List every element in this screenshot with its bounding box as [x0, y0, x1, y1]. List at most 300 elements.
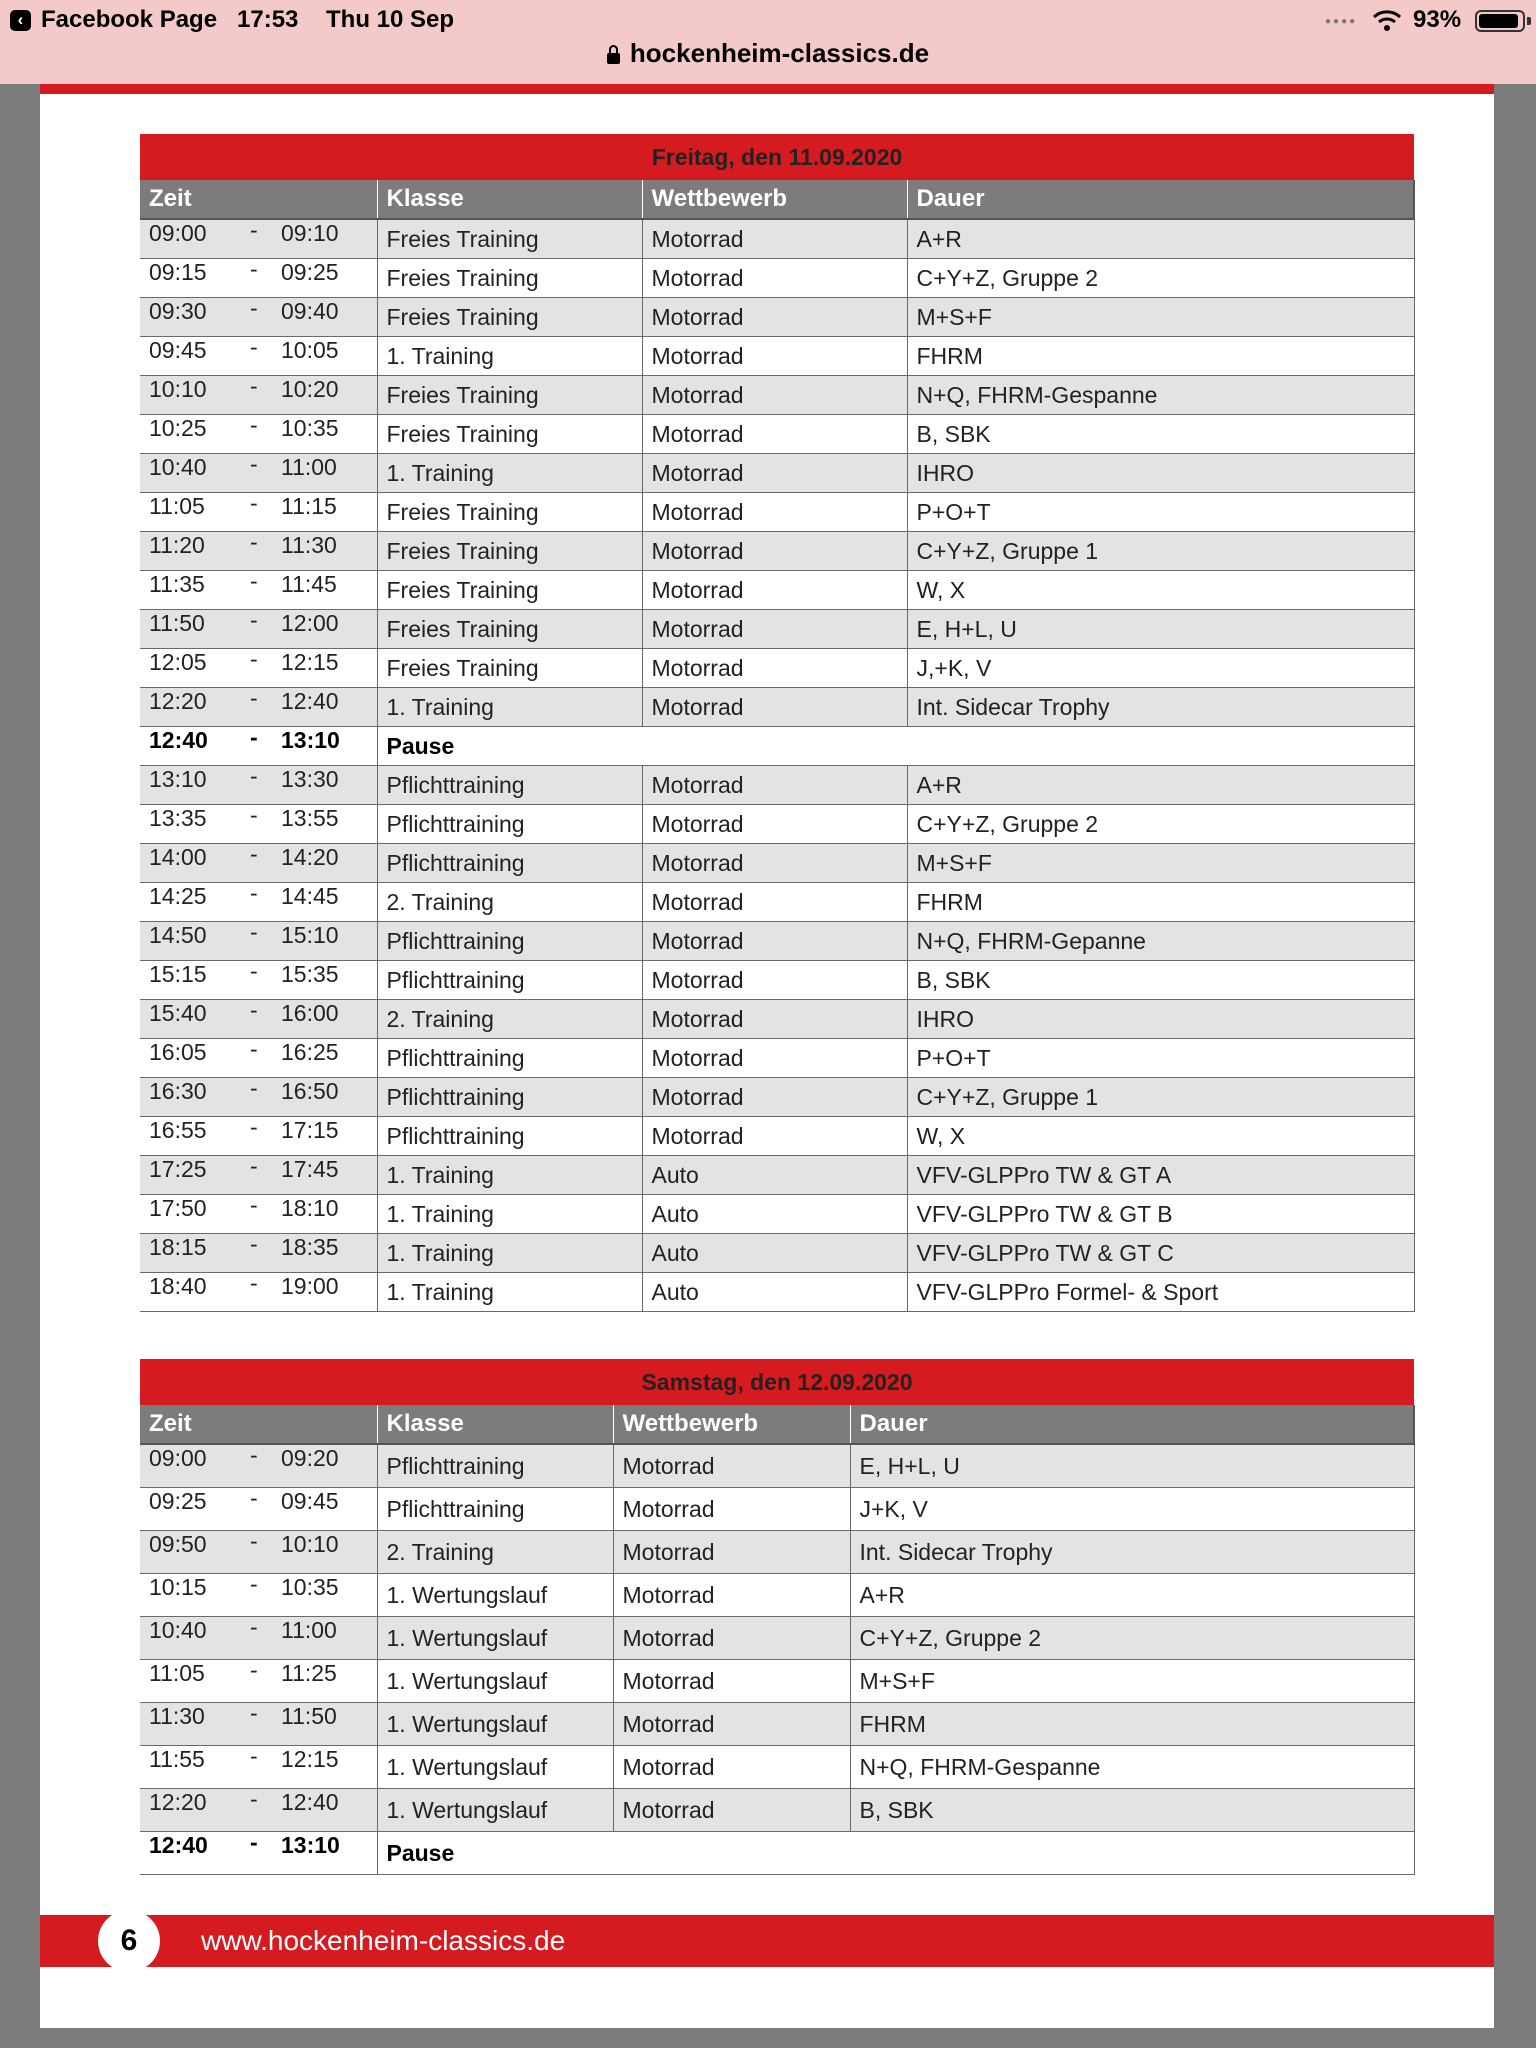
table-row	[140, 1746, 1414, 1789]
end-time: 09:20	[281, 1445, 339, 1471]
klasse-cell: 1. Wertungslauf	[377, 1660, 613, 1703]
end-time: 10:20	[281, 376, 339, 402]
dauer-cell: VFV-GLPPro TW & GT A	[907, 1156, 1414, 1195]
table-row	[140, 1117, 1414, 1156]
table-row	[140, 844, 1414, 883]
dauer-cell: FHRM	[907, 337, 1414, 376]
pause-row	[140, 727, 1414, 766]
wettbewerb-cell: Motorrad	[642, 961, 907, 1000]
time-separator: -	[250, 1659, 258, 1683]
schedule-title-row	[140, 134, 1414, 180]
end-time: 13:10	[281, 727, 340, 753]
time-separator: -	[250, 1831, 258, 1855]
start-time: 11:50	[149, 610, 205, 636]
start-time: 14:00	[149, 844, 207, 870]
dauer-cell: E, H+L, U	[850, 1444, 1414, 1488]
start-time: 11:35	[149, 571, 205, 597]
klasse-cell: Freies Training	[377, 415, 642, 454]
start-time: 09:00	[149, 1445, 207, 1471]
time-cell	[140, 415, 377, 454]
dauer-cell: C+Y+Z, Gruppe 2	[850, 1617, 1414, 1660]
wettbewerb-cell: Motorrad	[642, 805, 907, 844]
dauer-cell: N+Q, FHRM-Gespanne	[850, 1746, 1414, 1789]
wettbewerb-cell: Motorrad	[613, 1703, 850, 1746]
schedule-table-friday	[140, 134, 1415, 1312]
dauer-cell: P+O+T	[907, 1039, 1414, 1078]
end-time: 18:35	[281, 1234, 339, 1260]
time-cell	[140, 493, 377, 532]
dauer-cell: M+S+F	[907, 844, 1414, 883]
table-row	[140, 376, 1414, 415]
dauer-cell: VFV-GLPPro TW & GT C	[907, 1234, 1414, 1273]
time-separator: -	[250, 570, 258, 594]
start-time: 14:25	[149, 883, 207, 909]
wettbewerb-cell: Motorrad	[642, 649, 907, 688]
time-cell	[140, 1574, 377, 1617]
table-row	[140, 883, 1414, 922]
klasse-cell: Freies Training	[377, 493, 642, 532]
header-klasse: Klasse	[377, 1405, 613, 1444]
table-row	[140, 298, 1414, 337]
dauer-cell: Int. Sidecar Trophy	[850, 1531, 1414, 1574]
schedule-title: Samstag, den 12.09.2020	[140, 1359, 1414, 1405]
time-cell	[140, 883, 377, 922]
time-cell	[140, 610, 377, 649]
time-separator: -	[250, 843, 258, 867]
end-time: 11:30	[281, 532, 337, 558]
start-time: 13:35	[149, 805, 207, 831]
end-time: 11:15	[281, 493, 337, 519]
start-time: 16:05	[149, 1039, 207, 1065]
klasse-cell: 1. Training	[377, 688, 642, 727]
table-row	[140, 766, 1414, 805]
wettbewerb-cell: Motorrad	[642, 493, 907, 532]
time-separator: -	[250, 492, 258, 516]
wettbewerb-cell: Motorrad	[613, 1789, 850, 1832]
end-time: 14:20	[281, 844, 339, 870]
start-time: 13:10	[149, 766, 207, 792]
wettbewerb-cell: Motorrad	[642, 610, 907, 649]
time-separator: -	[250, 1077, 258, 1101]
document-page	[40, 84, 1494, 2028]
dauer-cell: N+Q, FHRM-Gepanne	[907, 922, 1414, 961]
dauer-cell: FHRM	[907, 883, 1414, 922]
wettbewerb-cell: Motorrad	[642, 259, 907, 298]
end-time: 17:15	[281, 1117, 339, 1143]
table-row	[140, 1039, 1414, 1078]
time-separator: -	[250, 960, 258, 984]
table-row	[140, 649, 1414, 688]
wettbewerb-cell: Motorrad	[642, 922, 907, 961]
dauer-cell: B, SBK	[907, 961, 1414, 1000]
address-bar[interactable]	[0, 38, 1536, 74]
table-row	[140, 1444, 1414, 1488]
time-separator: -	[250, 609, 258, 633]
header-klasse: Klasse	[377, 180, 642, 219]
wettbewerb-cell: Motorrad	[642, 532, 907, 571]
start-time: 09:00	[149, 220, 207, 246]
end-time: 10:05	[281, 337, 339, 363]
klasse-cell: 1. Wertungslauf	[377, 1617, 613, 1660]
dauer-cell: J+K, V	[850, 1488, 1414, 1531]
end-time: 11:00	[281, 454, 337, 480]
klasse-cell: 1. Wertungslauf	[377, 1574, 613, 1617]
time-separator: -	[250, 375, 258, 399]
time-separator: -	[250, 1487, 258, 1511]
time-cell	[140, 844, 377, 883]
header-wettbewerb: Wettbewerb	[642, 180, 907, 219]
start-time: 18:40	[149, 1273, 207, 1299]
table-row	[140, 805, 1414, 844]
start-time: 15:15	[149, 961, 207, 987]
dauer-cell: IHRO	[907, 1000, 1414, 1039]
time-cell	[140, 766, 377, 805]
klasse-cell: 1. Training	[377, 1195, 642, 1234]
klasse-cell: Freies Training	[377, 649, 642, 688]
dauer-cell: VFV-GLPPro TW & GT B	[907, 1195, 1414, 1234]
klasse-cell: 1. Wertungslauf	[377, 1789, 613, 1832]
header-zeit: Zeit	[140, 1405, 377, 1444]
end-time: 16:00	[281, 1000, 339, 1026]
time-separator: -	[250, 1038, 258, 1062]
start-time: 12:05	[149, 649, 207, 675]
time-cell	[140, 805, 377, 844]
header-dauer: Dauer	[850, 1405, 1414, 1444]
start-time: 11:05	[149, 493, 205, 519]
time-cell	[140, 1195, 377, 1234]
wettbewerb-cell: Motorrad	[613, 1488, 850, 1531]
time-cell	[140, 1117, 377, 1156]
wettbewerb-cell: Motorrad	[613, 1444, 850, 1488]
end-time: 16:25	[281, 1039, 339, 1065]
page-number: 6	[98, 1910, 160, 1972]
address-url[interactable]: hockenheim-classics.de	[629, 38, 930, 68]
klasse-cell: Freies Training	[377, 610, 642, 649]
table-row	[140, 1488, 1414, 1531]
end-time: 09:40	[281, 298, 339, 324]
time-separator: -	[250, 765, 258, 789]
status-date: Thu 10 Sep	[326, 6, 455, 33]
dauer-cell: A+R	[907, 219, 1414, 259]
table-row	[140, 1789, 1414, 1832]
start-time: 12:40	[149, 1832, 208, 1858]
wifi-icon	[1372, 8, 1402, 32]
table-row	[140, 1703, 1414, 1746]
end-time: 12:40	[281, 1789, 339, 1815]
table-row	[140, 961, 1414, 1000]
wettbewerb-cell: Motorrad	[642, 571, 907, 610]
time-cell	[140, 1703, 377, 1746]
klasse-cell: 1. Training	[377, 1273, 642, 1312]
dauer-cell: C+Y+Z, Gruppe 1	[907, 1078, 1414, 1117]
end-time: 14:45	[281, 883, 339, 909]
start-time: 12:20	[149, 1789, 207, 1815]
klasse-cell: 1. Training	[377, 1234, 642, 1273]
table-row	[140, 1531, 1414, 1574]
wettbewerb-cell: Motorrad	[613, 1531, 850, 1574]
table-row	[140, 337, 1414, 376]
time-separator: -	[250, 1616, 258, 1640]
dauer-cell: B, SBK	[850, 1789, 1414, 1832]
end-time: 12:15	[281, 649, 339, 675]
time-cell	[140, 376, 377, 415]
table-row	[140, 922, 1414, 961]
start-time: 09:15	[149, 259, 207, 285]
time-cell	[140, 454, 377, 493]
wettbewerb-cell: Motorrad	[613, 1660, 850, 1703]
time-separator: -	[250, 1745, 258, 1769]
battery-percentage: 93%	[1413, 6, 1462, 33]
time-cell	[140, 219, 377, 259]
start-time: 10:25	[149, 415, 207, 441]
start-time: 16:55	[149, 1117, 207, 1143]
status-bar	[0, 0, 1536, 40]
table-row	[140, 219, 1414, 259]
end-time: 16:50	[281, 1078, 339, 1104]
time-cell	[140, 571, 377, 610]
dauer-cell: C+Y+Z, Gruppe 2	[907, 259, 1414, 298]
wettbewerb-cell: Motorrad	[642, 337, 907, 376]
end-time: 17:45	[281, 1156, 339, 1182]
klasse-cell: Pflichttraining	[377, 1078, 642, 1117]
time-separator: -	[250, 882, 258, 906]
time-cell	[140, 1039, 377, 1078]
column-header-row	[140, 180, 1414, 219]
header-dauer: Dauer	[907, 180, 1414, 219]
time-cell	[140, 298, 377, 337]
klasse-cell: 1. Wertungslauf	[377, 1703, 613, 1746]
time-separator: -	[250, 1155, 258, 1179]
time-cell	[140, 1078, 377, 1117]
start-time: 17:50	[149, 1195, 207, 1221]
end-time: 13:10	[281, 1832, 340, 1858]
end-time: 18:10	[281, 1195, 339, 1221]
start-time: 11:30	[149, 1703, 205, 1729]
wettbewerb-cell: Motorrad	[642, 454, 907, 493]
start-time: 12:40	[149, 727, 208, 753]
time-cell	[140, 1832, 377, 1875]
klasse-cell: 2. Training	[377, 1531, 613, 1574]
klasse-cell: Pflichttraining	[377, 922, 642, 961]
end-time: 11:00	[281, 1617, 337, 1643]
dauer-cell: C+Y+Z, Gruppe 2	[907, 805, 1414, 844]
table-row	[140, 1660, 1414, 1703]
battery-nub	[1527, 17, 1531, 25]
end-time: 10:35	[281, 415, 339, 441]
table-row	[140, 1273, 1414, 1312]
table-row	[140, 1574, 1414, 1617]
time-cell	[140, 1531, 377, 1574]
klasse-cell: 2. Training	[377, 1000, 642, 1039]
dauer-cell: J,+K, V	[907, 649, 1414, 688]
time-cell	[140, 1156, 377, 1195]
table-row	[140, 571, 1414, 610]
dauer-cell: VFV-GLPPro Formel- & Sport	[907, 1273, 1414, 1312]
end-time: 10:10	[281, 1531, 339, 1557]
start-time: 10:10	[149, 376, 207, 402]
time-separator: -	[250, 297, 258, 321]
start-time: 18:15	[149, 1234, 207, 1260]
schedule-table-saturday	[140, 1359, 1415, 1875]
time-cell	[140, 337, 377, 376]
wettbewerb-cell: Motorrad	[642, 1117, 907, 1156]
time-separator: -	[250, 1702, 258, 1726]
header-wettbewerb: Wettbewerb	[613, 1405, 850, 1444]
back-arrow-icon[interactable]: ‹	[10, 10, 31, 31]
time-separator: -	[250, 1233, 258, 1257]
time-separator: -	[250, 1788, 258, 1812]
wettbewerb-cell: Auto	[642, 1273, 907, 1312]
start-time: 09:30	[149, 298, 207, 324]
time-separator: -	[250, 648, 258, 672]
end-time: 11:25	[281, 1660, 337, 1686]
klasse-cell: Freies Training	[377, 532, 642, 571]
table-row	[140, 1156, 1414, 1195]
end-time: 09:45	[281, 1488, 339, 1514]
wettbewerb-cell: Motorrad	[642, 1039, 907, 1078]
wettbewerb-cell: Motorrad	[613, 1746, 850, 1789]
wettbewerb-cell: Motorrad	[642, 376, 907, 415]
wettbewerb-cell: Motorrad	[642, 688, 907, 727]
wettbewerb-cell: Motorrad	[642, 1078, 907, 1117]
battery-level-fill	[1479, 14, 1518, 28]
time-cell	[140, 1234, 377, 1273]
wettbewerb-cell: Motorrad	[642, 415, 907, 454]
start-time: 11:55	[149, 1746, 205, 1772]
time-separator: -	[250, 531, 258, 555]
dauer-cell: B, SBK	[907, 415, 1414, 454]
footer-url: www.hockenheim-classics.de	[201, 1925, 566, 1956]
lock-icon	[607, 53, 620, 64]
dauer-cell: N+Q, FHRM-Gespanne	[907, 376, 1414, 415]
table-row	[140, 532, 1414, 571]
dauer-cell: W, X	[907, 571, 1414, 610]
time-separator: -	[250, 1573, 258, 1597]
table-row	[140, 259, 1414, 298]
table-row	[140, 1078, 1414, 1117]
time-cell	[140, 922, 377, 961]
start-time: 16:30	[149, 1078, 207, 1104]
end-time: 09:25	[281, 259, 339, 285]
table-row	[140, 688, 1414, 727]
wettbewerb-cell: Auto	[642, 1156, 907, 1195]
time-separator: -	[250, 687, 258, 711]
end-time: 12:00	[281, 610, 339, 636]
table-row	[140, 1234, 1414, 1273]
time-separator: -	[250, 453, 258, 477]
end-time: 09:10	[281, 220, 339, 246]
time-cell	[140, 727, 377, 766]
cellular-signal-icon: ●●●●	[1325, 16, 1358, 27]
end-time: 10:35	[281, 1574, 339, 1600]
wettbewerb-cell: Motorrad	[642, 883, 907, 922]
table-row	[140, 454, 1414, 493]
klasse-cell: Pflichttraining	[377, 1488, 613, 1531]
time-separator: -	[250, 1116, 258, 1140]
end-time: 11:45	[281, 571, 337, 597]
time-cell	[140, 532, 377, 571]
battery-icon	[1475, 10, 1525, 32]
pause-cell: Pause	[377, 727, 1414, 766]
klasse-cell: Freies Training	[377, 571, 642, 610]
time-cell	[140, 688, 377, 727]
start-time: 14:50	[149, 922, 207, 948]
klasse-cell: 1. Wertungslauf	[377, 1746, 613, 1789]
wettbewerb-cell: Auto	[642, 1234, 907, 1273]
time-separator: -	[250, 1444, 258, 1468]
time-separator: -	[250, 1272, 258, 1296]
time-separator: -	[250, 804, 258, 828]
klasse-cell: Pflichttraining	[377, 1117, 642, 1156]
dauer-cell: M+S+F	[850, 1660, 1414, 1703]
end-time: 15:35	[281, 961, 339, 987]
start-time: 11:05	[149, 1660, 205, 1686]
dauer-cell: A+R	[850, 1574, 1414, 1617]
klasse-cell: 1. Training	[377, 1156, 642, 1195]
start-time: 09:25	[149, 1488, 207, 1514]
time-cell	[140, 1488, 377, 1531]
dauer-cell: Int. Sidecar Trophy	[907, 688, 1414, 727]
end-time: 11:50	[281, 1703, 337, 1729]
klasse-cell: Pflichttraining	[377, 1444, 613, 1488]
pause-row	[140, 1832, 1414, 1875]
end-time: 15:10	[281, 922, 339, 948]
dauer-cell: P+O+T	[907, 493, 1414, 532]
wettbewerb-cell: Motorrad	[613, 1617, 850, 1660]
dauer-cell: W, X	[907, 1117, 1414, 1156]
top-red-band	[40, 84, 1494, 94]
wettbewerb-cell: Motorrad	[642, 766, 907, 805]
wettbewerb-cell: Motorrad	[613, 1574, 850, 1617]
time-separator: -	[250, 999, 258, 1023]
klasse-cell: Freies Training	[377, 259, 642, 298]
schedule-title: Freitag, den 11.09.2020	[140, 134, 1414, 180]
klasse-cell: 1. Training	[377, 337, 642, 376]
time-cell	[140, 1617, 377, 1660]
time-separator: -	[250, 414, 258, 438]
klasse-cell: 1. Training	[377, 454, 642, 493]
time-separator: -	[250, 726, 258, 750]
start-time: 09:45	[149, 337, 207, 363]
klasse-cell: Freies Training	[377, 219, 642, 259]
time-separator: -	[250, 258, 258, 282]
time-cell	[140, 1444, 377, 1488]
dauer-cell: C+Y+Z, Gruppe 1	[907, 532, 1414, 571]
end-time: 19:00	[281, 1273, 339, 1299]
back-to-app-link[interactable]: Facebook Page	[41, 6, 218, 33]
klasse-cell: Pflichttraining	[377, 766, 642, 805]
time-cell	[140, 1273, 377, 1312]
time-separator: -	[250, 1530, 258, 1554]
start-time: 11:20	[149, 532, 205, 558]
dauer-cell: A+R	[907, 766, 1414, 805]
browser-chrome	[0, 0, 1536, 84]
end-time: 12:40	[281, 688, 339, 714]
klasse-cell: Pflichttraining	[377, 805, 642, 844]
klasse-cell: Freies Training	[377, 298, 642, 337]
time-cell	[140, 961, 377, 1000]
time-cell	[140, 1746, 377, 1789]
time-cell	[140, 1000, 377, 1039]
wettbewerb-cell: Motorrad	[642, 298, 907, 337]
time-cell	[140, 259, 377, 298]
pause-cell: Pause	[377, 1832, 1414, 1875]
time-cell	[140, 649, 377, 688]
wettbewerb-cell: Motorrad	[642, 1000, 907, 1039]
wettbewerb-cell: Motorrad	[642, 844, 907, 883]
dauer-cell: FHRM	[850, 1703, 1414, 1746]
table-row	[140, 610, 1414, 649]
